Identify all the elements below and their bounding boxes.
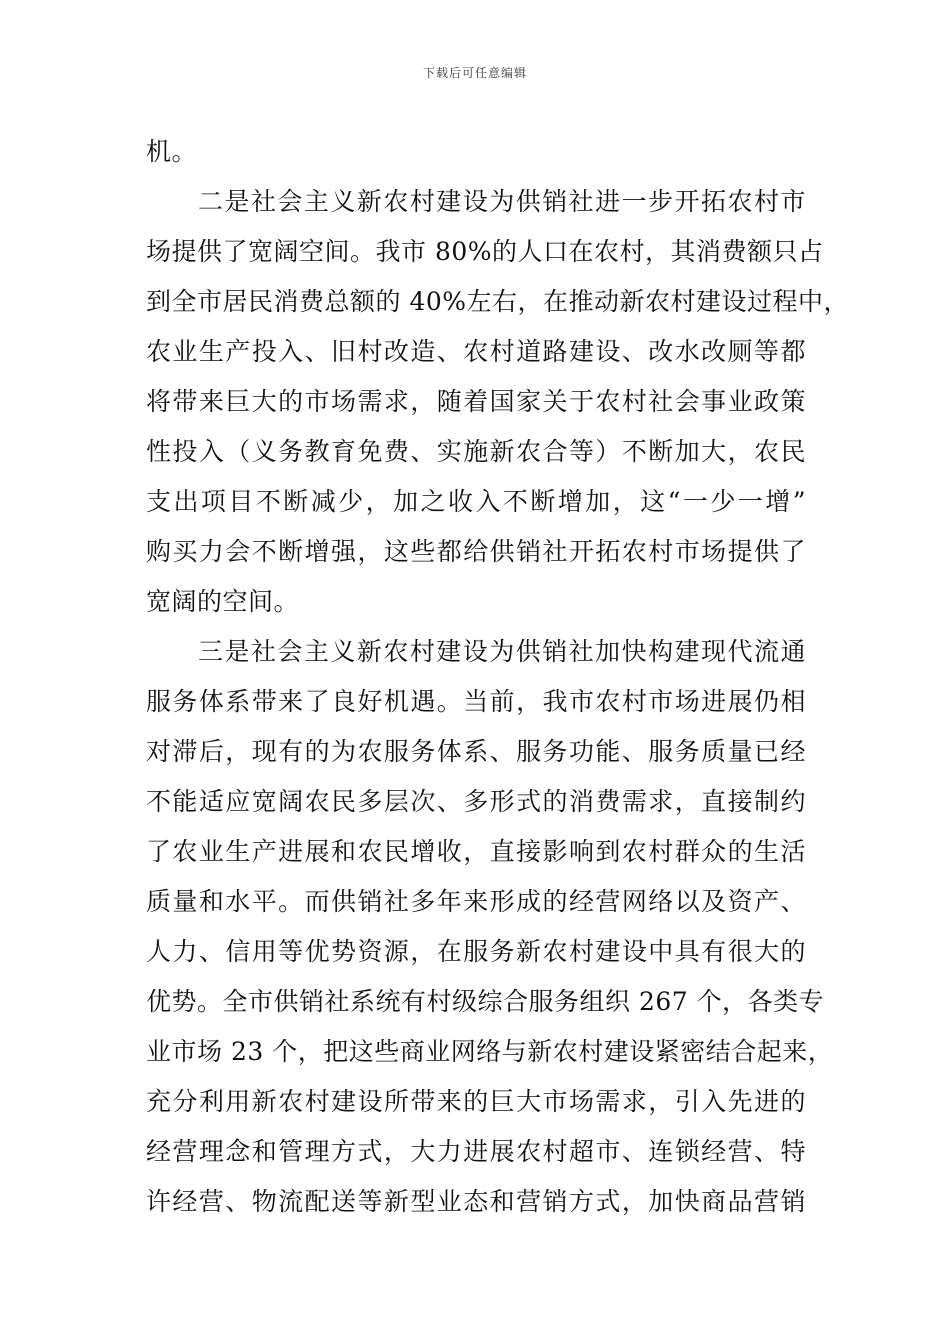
page-header: 下载后可任意编辑: [422, 66, 527, 80]
paragraph-line: 业市场 23 个，把这些商业网络与新农村建设紧密结合起来，: [146, 1037, 834, 1066]
paragraph-line: 了农业生产进展和农民增收，直接影响到农村群众的生活: [146, 837, 806, 866]
paragraph-line: 到全市居民消费总额的 40%左右，在推动新农村建设过程中，: [146, 287, 850, 316]
paragraph-line: 优势。全市供销社系统有村级综合服务组织 267 个，各类专: [146, 987, 825, 1016]
paragraph-line: 将带来巨大的市场需求，随着国家关于农村社会事业政策: [146, 387, 806, 416]
paragraph-line: 支出项目不断减少，加之收入不断增加，这“一少一增”: [146, 487, 806, 516]
paragraph-line: 性投入（义务教育免费、实施新农合等）不断加大，农民: [146, 437, 806, 466]
paragraph-line: 农业生产投入、旧村改造、农村道路建设、改水改厕等都: [146, 337, 806, 366]
paragraph-line: 充分利用新农村建设所带来的巨大市场需求，引入先进的: [146, 1087, 806, 1116]
paragraph-line: 不能适应宽阔农民多层次、多形式的消费需求，直接制约: [146, 787, 806, 816]
paragraph-line: 对滞后，现有的为农服务体系、服务功能、服务质量已经: [146, 737, 806, 766]
paragraph-line: 购买力会不断增强，这些都给供销社开拓农村市场提供了: [146, 537, 806, 566]
paragraph-line: 宽阔的空间。: [146, 587, 300, 616]
paragraph-line: 服务体系带来了良好机遇。当前，我市农村市场进展仍相: [146, 687, 806, 716]
paragraph-line: 场提供了宽阔空间。我市 80%的人口在农村，其消费额只占: [146, 237, 824, 266]
paragraph-line: 二是社会主义新农村建设为供销社进一步开拓农村市: [198, 187, 806, 216]
paragraph-line: 许经营、物流配送等新型业态和营销方式，加快商品营销: [146, 1187, 806, 1216]
paragraph-line: 质量和水平。而供销社多年来形成的经营网络以及资产、: [146, 887, 806, 916]
paragraph-line: 人力、信用等优势资源，在服务新农村建设中具有很大的: [146, 937, 806, 966]
paragraph-line: 三是社会主义新农村建设为供销社加快构建现代流通: [198, 637, 806, 666]
paragraph-line: 机。: [146, 137, 198, 166]
paragraph-line: 经营理念和管理方式，大力进展农村超市、连锁经营、特: [146, 1137, 806, 1166]
